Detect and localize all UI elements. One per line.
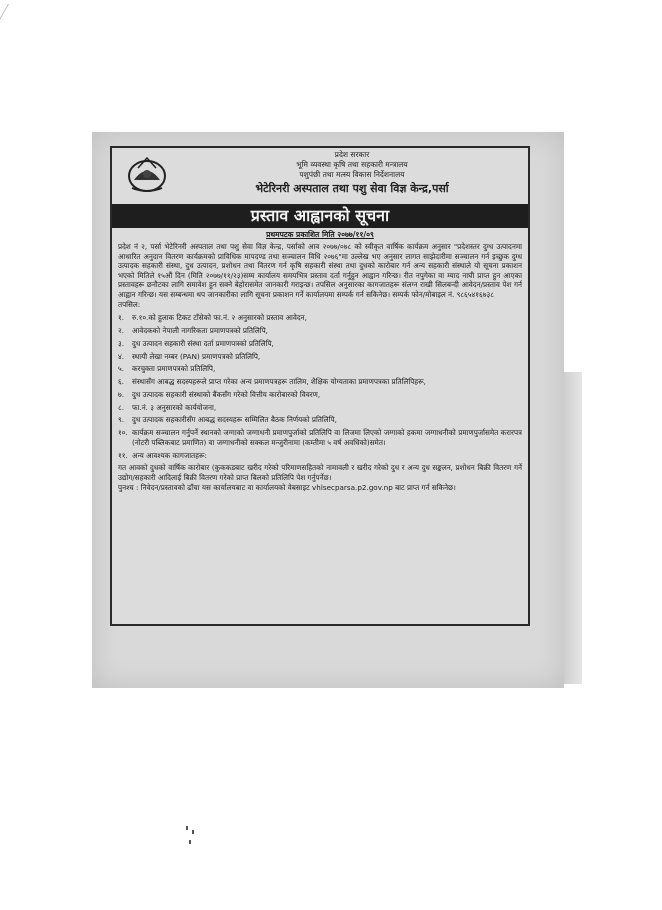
header-line-3: पशुपंछी तथा मत्स्य विकास निर्देशनालय (299, 170, 405, 179)
page-fold-line (0, 4, 69, 94)
item-number: ९. (118, 415, 125, 425)
list-item (118, 415, 522, 425)
list-item (118, 403, 522, 413)
notice-body (118, 242, 522, 492)
item-text: कार्यक्रम सञ्चालन गर्नुपर्ने स्थानको जग्गाको जग्गाधनी प्रमाणपुर्जाको प्रतिलिपि वा लिजमा लिएको जग्गाको हकमा जग्गाधनीको प्रमाणपुर्जासमेत करारपत्र (नोटरी पब्लिकबाट प्रमाणित) वा जग्गाधनीको सक्कल मन्जुरीनामा (कम्तीमा ५ वर्ष अवधिको)समेत। (132, 428, 522, 447)
item-text: आवेदकको नेपाली नागरिकता प्रमाणपत्रको प्रतिलिपि, (132, 325, 268, 335)
item-number: २. (118, 325, 125, 335)
item-text: दुध उत्पादन सहकारी संस्था दर्ता प्रमाणपत्रको प्रतिलिपि, (132, 338, 274, 348)
item-text: दुध उत्पादक सहकारीसँग आबद्ध सदस्यहरू सम्मिलित बैठक निर्णयको प्रतिलिपि, (132, 415, 337, 425)
scan-specks (186, 826, 196, 856)
list-item (118, 428, 522, 447)
item-number: ६. (118, 377, 125, 387)
header-line-2: भूमि व्यवस्था कृषि तथा सहकारी मन्त्रालय (296, 160, 408, 169)
header-line-1: प्रदेश सरकार (334, 150, 370, 159)
list-item (118, 451, 522, 461)
requirements-list (118, 313, 522, 460)
item-number: ७. (118, 389, 125, 399)
postscript-note: पुनश्च : निवेदन/प्रस्तावको ढाँचा यस कार्यालयबाट वा कार्यालयको वेबसाइट vhlsecparsa.p2.gov.np बाट प्राप्त गर्न सकिनेछ। (118, 482, 456, 492)
notice-box (110, 146, 530, 626)
item-number: १०. (118, 428, 128, 438)
list-heading: तपसिल: (118, 299, 141, 309)
item-number: ४. (118, 351, 125, 361)
item-number: ११. (118, 450, 128, 460)
list-item (118, 326, 522, 336)
list-item (118, 377, 522, 387)
speck (189, 840, 191, 844)
office-header (172, 150, 532, 196)
list-item (118, 313, 522, 323)
speck (192, 830, 194, 834)
item-number: ५. (118, 364, 125, 374)
speck (186, 826, 188, 830)
item-text: संस्थासँग आबद्ध सदस्यहरूले प्राप्त गरेका अन्य प्रमाणपत्रहरू तालिम, शैक्षिक योग्यताका प्रमाणपत्रका प्रतिलिपिहरू, (132, 377, 426, 387)
list-item (118, 352, 522, 362)
item-text: स्थायी लेखा नम्बर (PAN) प्रमाणपत्रको प्रतिलिपि, (132, 351, 261, 361)
item-text: फा.नं. ३ अनुसारको कार्ययोजना, (132, 402, 217, 412)
list-item (118, 339, 522, 349)
item-text: अन्य आवश्यक कागजातहरू: (132, 450, 207, 460)
publication-date: प्रथमपटक प्रकाशित मिति २०७७/११/०९ (266, 230, 374, 239)
notice-title: प्रस्ताव आह्वानको सूचना (112, 204, 528, 228)
item-11-detail: गत आवको दुधको वार्षिक कारोबार (कुककडबाट खरीद गरेको परिमाणसहितको नामावली र खरीद गरेको दुध र अन्य दुध सङ्कलन, प्रशोधन बिक्री वितरण गर्ने उद्योग/सहकारी आदिलाई बिक्री वितरण गरेको प्राप्त बिलको प्रतिलिपि पेश गर्नुपर्नेछ। (118, 463, 522, 482)
intro-paragraph: प्रदेश नं २, पर्सा भेटेरिनरी अस्पताल तथा पशु सेवा विज्ञ केन्द्र, पर्साको आव २०७७/०७८ को स्वीकृत वार्षिक कार्यक्रम अनुसार "प्रदेशस्तर दुग्ध उत्पादनमा आधारित अनुदान वितरण कार्यक्रमको प्राविधिक मापदण्ड तथा सञ्चालन विधि २०७६"मा उल्लेख भए अनुसार लागत साझेदारीमा सञ्चालन गर्न इच्छुक दुग्ध उत्पादक सहकारी संस्था, दुध उत्पादन, प्रशोधन तथा वितरण गर्न कृषि सहकारी संस्था तथा दुधको कारोबार गर्न अन्य सहकारी संस्थाले यो सूचना प्रकाशन भएको मितिले १५औं दिन (मिति २०७७/११/२३)सम्म कार्यालय समयभित्र प्रस्ताव दर्ता गर्नुहुन आह्वान गरिन्छ। रीत नपुगेका वा म्याद नाघी प्राप्त हुन आएका प्रस्तावहरू छनौटका लागि समावेश हुन सक्ने बेहोरासमेत जानकारी गराइन्छ। तपसिल अनुसारका कागजातहरू संलग्न राखी सिलबन्दी आवेदन/प्रस्ताव पेश गर्न आह्वान गरिन्छ। यस सम्बन्धमा थप जानकारीका लागि सूचना प्रकाशन गर्ने कार्यालयमा सम्पर्क गर्न सकिनेछ। सम्पर्क फोन/मोबाइल नं. ९८६५४१६७३८ (118, 242, 522, 299)
item-number: १. (118, 313, 125, 323)
item-number: ८. (118, 402, 125, 412)
nepal-emblem-icon (126, 154, 168, 194)
list-item (118, 390, 522, 400)
item-text: करचुक्ता प्रमाणपत्रको प्रतिलिपि, (132, 364, 216, 374)
item-number: ३. (118, 338, 125, 348)
list-item (118, 364, 522, 374)
item-text: रु.१०.को हुलाक टिकट टाँसेको फा.नं. २ अनुसारको प्रस्ताव आवेदन, (132, 313, 307, 323)
office-name: भेटेरिनरी अस्पताल तथा पशु सेवा विज्ञ केन्द्र,पर्सा (255, 182, 449, 195)
item-text: दुध उत्पादक सहकारी संस्थाको बैंकसँग गरेको वित्तीय कारोबारको विवरण, (132, 389, 321, 399)
